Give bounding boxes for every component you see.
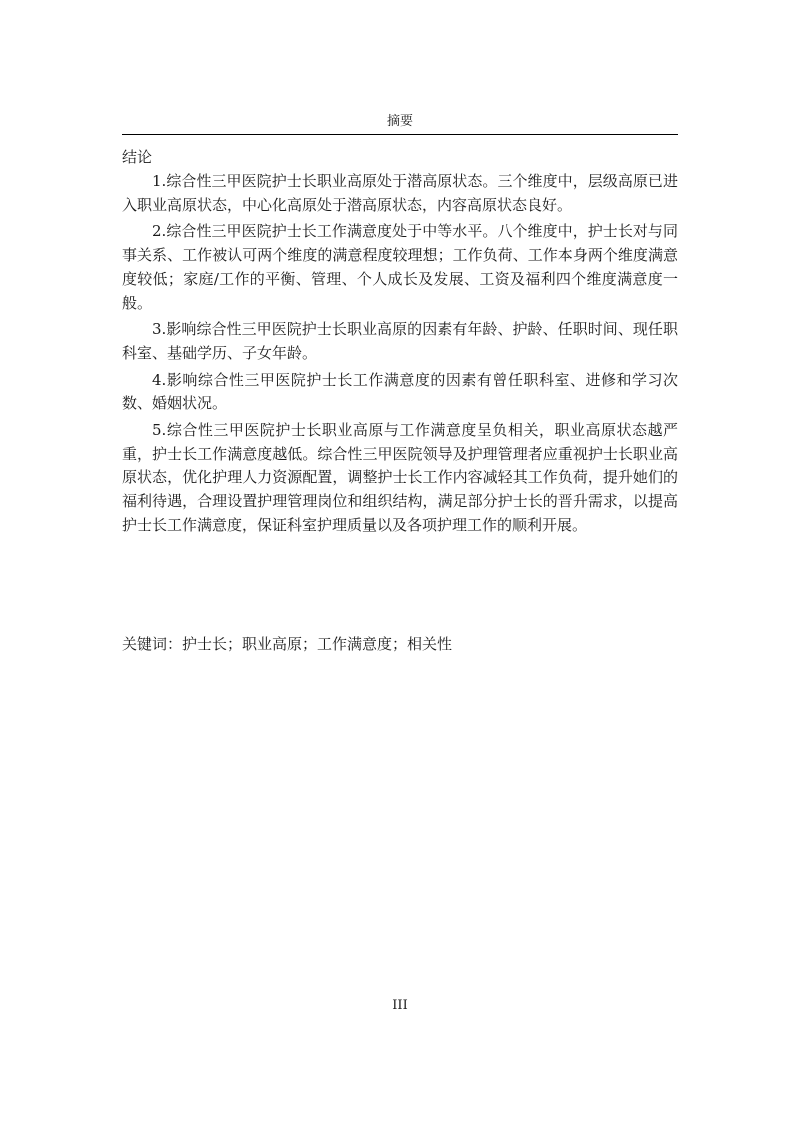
section-heading: 结论 — [122, 148, 153, 166]
page-number: III — [392, 998, 408, 1013]
conclusion-paragraph-1: 1.综合性三甲医院护士长职业高原处于潜高原状态。三个维度中，层级高原已进入职业高原状态，中心化高原处于潜高原状态，内容高原状态良好。 — [122, 172, 678, 214]
header-divider — [122, 134, 678, 135]
conclusion-paragraph-2: 2.综合性三甲医院护士长工作满意度处于中等水平。八个维度中，护士长对与同事关系、工作被认可两个维度的满意程度较理想；工作负荷、工作本身两个维度满意度较低；家庭/工作的平衡、管理、个人成长及发展、工资及福利四个维度满意度一般。 — [122, 222, 678, 312]
keywords-line: 关键词：护士长；职业高原；工作满意度；相关性 — [122, 635, 453, 653]
conclusion-paragraph-5: 5.综合性三甲医院护士长职业高原与工作满意度呈负相关，职业高原状态越严重，护士长工作满意度越低。综合性三甲医院领导及护理管理者应重视护士长职业高原状态，优化护理人力资源配置，调整护士长工作内容减轻其工作负荷，提升她们的福利待遇，合理设置护理管理岗位和组织结构，满足部分护士长的晋升需求，以提高护士长工作满意度，保证科室护理质量以及各项护理工作的顺利开展。 — [122, 421, 678, 534]
conclusion-paragraph-4: 4.影响综合性三甲医院护士长工作满意度的因素有曾任职科室、进修和学习次数、婚姻状况。 — [122, 370, 678, 413]
running-header: 摘要 — [386, 114, 413, 129]
conclusion-paragraph-3: 3.影响综合性三甲医院护士长职业高原的因素有年龄、护龄、任职时间、现任职科室、基础学历、子女年龄。 — [122, 320, 678, 362]
conclusion-section — [122, 146, 678, 541]
